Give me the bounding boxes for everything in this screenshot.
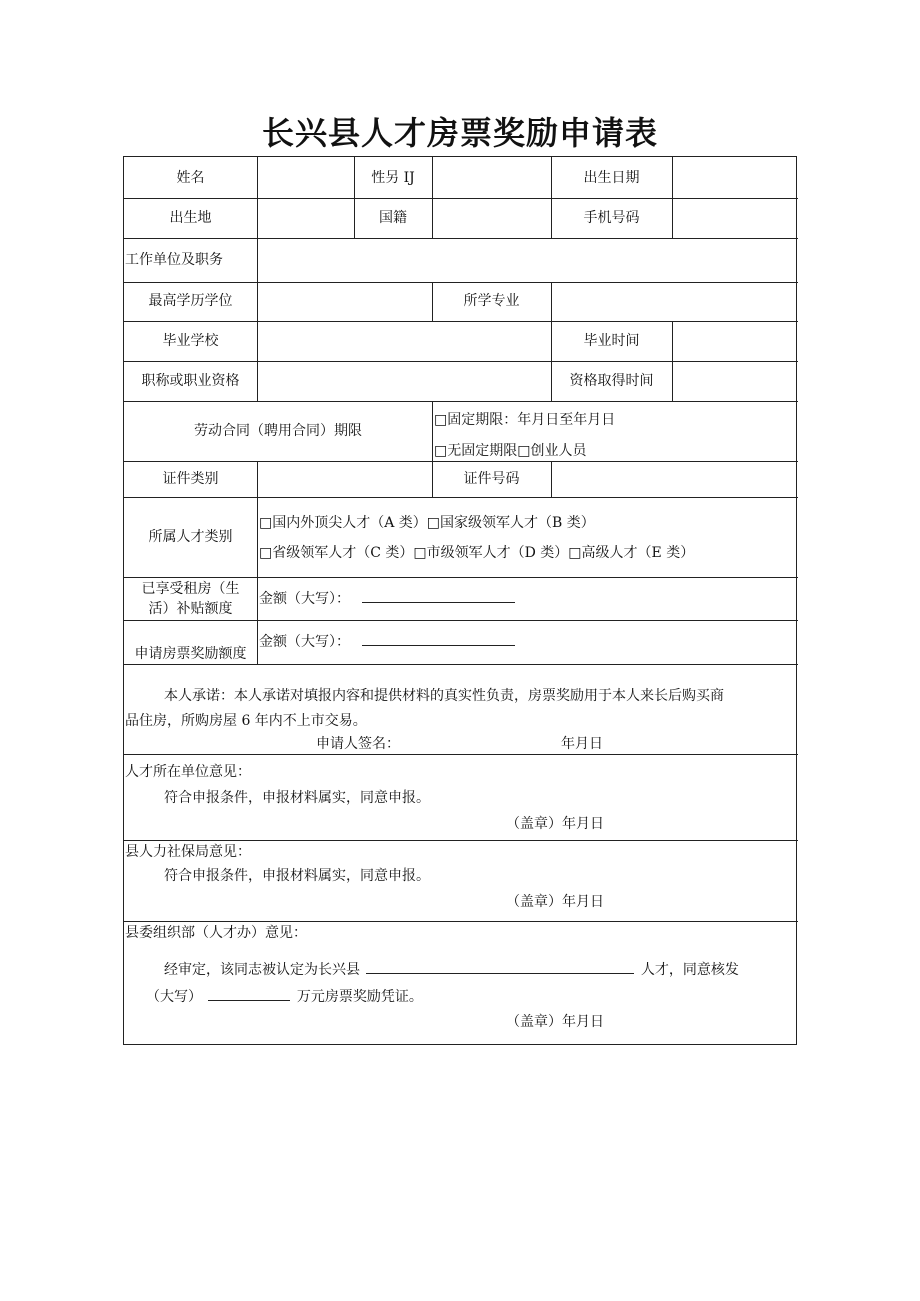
- nationality-label: 国籍: [379, 210, 407, 226]
- education-field[interactable]: [257, 282, 432, 321]
- phone-field[interactable]: [672, 198, 798, 238]
- org-opinion-line1: [164, 960, 739, 980]
- qual-time-label: 资格取得时间: [569, 373, 654, 389]
- id-number-label: 证件号码: [463, 471, 520, 487]
- apply-amount-field[interactable]: [259, 632, 515, 652]
- employer-label: 工作单位及职务: [125, 252, 223, 268]
- org-opinion-heading: 县委组织部（人才办）意见：: [125, 925, 307, 941]
- title-field[interactable]: [257, 361, 551, 401]
- pledge-date: 年月日: [561, 736, 603, 752]
- subsidy-label-line1: 已享受租房（生: [141, 581, 240, 597]
- talent-category-options-1[interactable]: □国内外顶尖人才（A 类）□国家级领军人才（B 类）: [259, 515, 595, 531]
- org-opinion-text-a: 经审定，该同志被认定为长兴县: [164, 962, 360, 978]
- major-field[interactable]: [551, 282, 798, 321]
- employer-field[interactable]: [257, 238, 798, 282]
- apply-amount-label: 申请房票奖励额度: [134, 646, 247, 662]
- org-opinion-text-d: 万元房票奖励凭证。: [296, 989, 423, 1005]
- hr-opinion-text: 符合申报条件，申报材料属实，同意申报。: [164, 868, 430, 884]
- nationality-field[interactable]: [432, 198, 551, 238]
- apply-amount-text: 金额（大写）：: [259, 634, 350, 650]
- voucher-amount-blank[interactable]: [208, 988, 290, 1001]
- talent-category-label: 所属人才类别: [148, 529, 233, 545]
- contract-fixed-option[interactable]: □固定期限：年月日至年月日: [434, 412, 616, 428]
- employer-opinion-text: 符合申报条件，申报材料属实，同意申报。: [164, 790, 430, 806]
- school-label: 毕业学校: [162, 333, 219, 349]
- hr-opinion-stamp: （盖章）年月日: [506, 894, 604, 910]
- birthplace-label: 出生地: [169, 210, 212, 226]
- birth-date-label: 出生日期: [583, 170, 640, 186]
- grad-time-label: 毕业时间: [583, 333, 640, 349]
- grad-time-field[interactable]: [672, 321, 798, 361]
- education-label: 最高学历学位: [148, 293, 233, 309]
- org-opinion-line2: [146, 987, 423, 1007]
- birthplace-field[interactable]: [257, 198, 354, 238]
- id-type-field[interactable]: [257, 461, 432, 497]
- pledge-line1: 本人承诺：本人承诺对填报内容和提供材料的真实性负责，房票奖励用于本人来长后购买商: [164, 688, 724, 704]
- gender-label: 性另 IJ: [371, 170, 415, 186]
- org-opinion-stamp: （盖章）年月日: [506, 1014, 604, 1030]
- applicant-signature-label: 申请人签名：: [316, 736, 400, 752]
- phone-label: 手机号码: [583, 210, 640, 226]
- name-label: 姓名: [176, 170, 205, 186]
- org-opinion-text-c: （大写）: [146, 989, 202, 1005]
- qual-time-field[interactable]: [672, 361, 798, 401]
- subsidy-amount-field[interactable]: [259, 589, 515, 609]
- major-label: 所学专业: [463, 293, 520, 309]
- id-type-label: 证件类别: [162, 471, 219, 487]
- subsidy-label-line2: 活）补贴额度: [148, 601, 233, 617]
- page-title: 长兴县人才房票奖励申请表: [261, 114, 658, 152]
- id-number-field[interactable]: [551, 461, 798, 497]
- talent-category-options-2[interactable]: □省级领军人才（C 类）□市级领军人才（D 类）□高级人才（E 类）: [259, 545, 695, 561]
- apply-amount-blank[interactable]: [362, 633, 515, 646]
- gender-field[interactable]: [432, 157, 551, 198]
- talent-level-blank[interactable]: [366, 961, 634, 974]
- employer-opinion-stamp: （盖章）年月日: [506, 816, 604, 832]
- title-label: 职称或职业资格: [141, 373, 240, 389]
- contract-open-option[interactable]: □无固定期限□创业人员: [434, 443, 587, 459]
- subsidy-amount-label: 金额（大写）：: [259, 591, 350, 607]
- pledge-line2: 品住房，所购房屋 6 年内不上市交易。: [125, 713, 367, 729]
- application-form: [123, 156, 797, 1045]
- subsidy-amount-blank[interactable]: [362, 590, 515, 603]
- org-opinion-text-b: 人才，同意核发: [640, 962, 739, 978]
- contract-label: 劳动合同（聘用合同）期限: [194, 423, 362, 439]
- name-field[interactable]: [257, 157, 354, 198]
- birth-date-field[interactable]: [672, 157, 798, 198]
- school-field[interactable]: [257, 321, 551, 361]
- employer-opinion-heading: 人才所在单位意见：: [125, 764, 251, 780]
- hr-opinion-heading: 县人力社保局意见：: [125, 844, 251, 860]
